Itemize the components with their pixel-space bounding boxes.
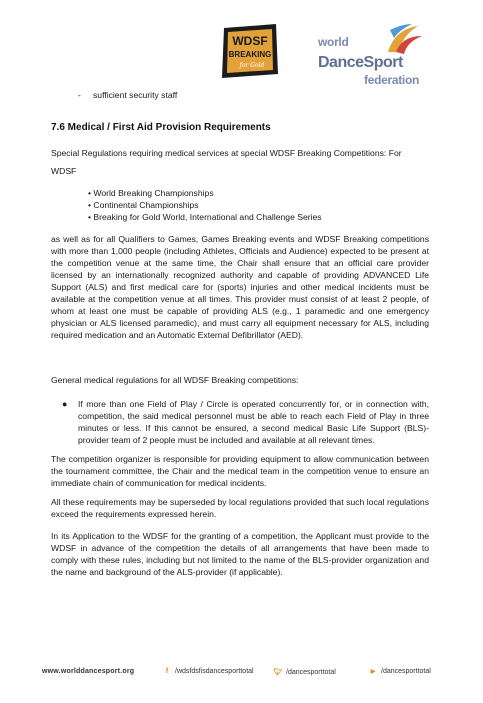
intro-line-2: WDSF [51, 166, 77, 176]
event-list-item: • Breaking for Gold World, International and Challenge Series [88, 211, 322, 223]
wdsf-logo-dancesport: DanceSport [318, 54, 403, 71]
footer-twitter-link[interactable] [273, 668, 336, 676]
facebook-handle: /wdsfdsfisdancesporttotal [175, 668, 254, 675]
general-regulation-text: If more than one Field of Play / Circle is operated concurrently for, or in connection with, competition, the said medical personnel must be able to reach each Field of Play in three minutes or less. If this cannot be ensured, a second medical Basic Life Support (BLS)-provider team of 2 people must be included and available at all relevant times. [78, 399, 429, 445]
qualifier-paragraph: as well as for all Qualifiers to Games, Games Breaking events and WDSF Breaking competitions with more than 1,000 people (including Athletes, Officials and Audience) expected to be present at the competition venue at the same time, the Chair shall ensure that an official care provider licensed by an internationally recognized authority and capable of providing ADVANCED Life Support (ALS) and first medical care for (sports) injuries and other medical incidents must be available at the competition venue at all times. This provider must consist of at least 2 people, of whom at least one must be capable of providing ALS (e.g., 1 paramedic and one emergency physician or ALS licensed paramedic), and must carry all equipment necessary for ALS, including required medication and an Automatic External Defibrillator (AED). [51, 234, 429, 340]
wdsf-breaking-logo [218, 20, 282, 84]
communication-paragraph: The competition organizer is responsible for providing equipment to allow communication between the tournament committee, the Chair and the medical team in the competition venue to ensure an immediate chain of communication for medical incidents. [51, 454, 429, 488]
wdsf-logo-world: world [318, 35, 349, 49]
continued-item-text: sufficient security staff [93, 90, 178, 100]
footer-website-link[interactable]: www.worlddancesport.org [42, 668, 135, 675]
twitter-icon: 🐦︎ [273, 669, 283, 676]
dash-marker: - [78, 90, 81, 100]
continued-list-item [78, 90, 177, 100]
dancer-mark-icon [368, 22, 426, 58]
page-footer [0, 668, 483, 684]
intro-line-1: Special Regulations requiring medical services at special WDSF Breaking Competitions: For [51, 148, 402, 158]
footer-youtube-link[interactable] [368, 668, 431, 675]
event-list-item: • World Breaking Championships [88, 187, 322, 199]
event-list-item: • Continental Championships [88, 199, 322, 211]
superseded-paragraph: All these requirements may be superseded by local regulations provided that such local regulations exceed the requirements expressed herein. [51, 497, 429, 519]
breaking-logo-script: for Gold [239, 62, 265, 69]
footer-facebook-link[interactable] [162, 668, 254, 675]
section-title: 7.6 Medical / First Aid Provision Requirements [51, 122, 271, 133]
bullet-dot-icon: ● [62, 399, 68, 409]
youtube-icon: ▶ [370, 669, 376, 675]
wdsf-logo-federation: federation [364, 73, 420, 87]
twitter-handle: /dancesporttotal [286, 669, 336, 676]
breaking-logo-line2: BREAKING [228, 50, 272, 59]
youtube-handle: /dancesporttotal [381, 668, 431, 675]
general-regulations-heading: General medical regulations for all WDSF Breaking competitions: [51, 375, 299, 385]
facebook-icon: f [165, 668, 169, 675]
application-paragraph: In its Application to the WDSF for the granting of a competition, the Applicant must provide to the WDSF in advance of the competition the details of all arrangements that have been made to comply with these rules, including but not limited to the name of the BLS-provider organization and the name and background of the ALS-provider (if applicable). [51, 531, 429, 577]
event-list [88, 187, 322, 223]
breaking-logo-line1: WDSF [232, 34, 268, 48]
wdsf-federation-logo [318, 22, 444, 92]
